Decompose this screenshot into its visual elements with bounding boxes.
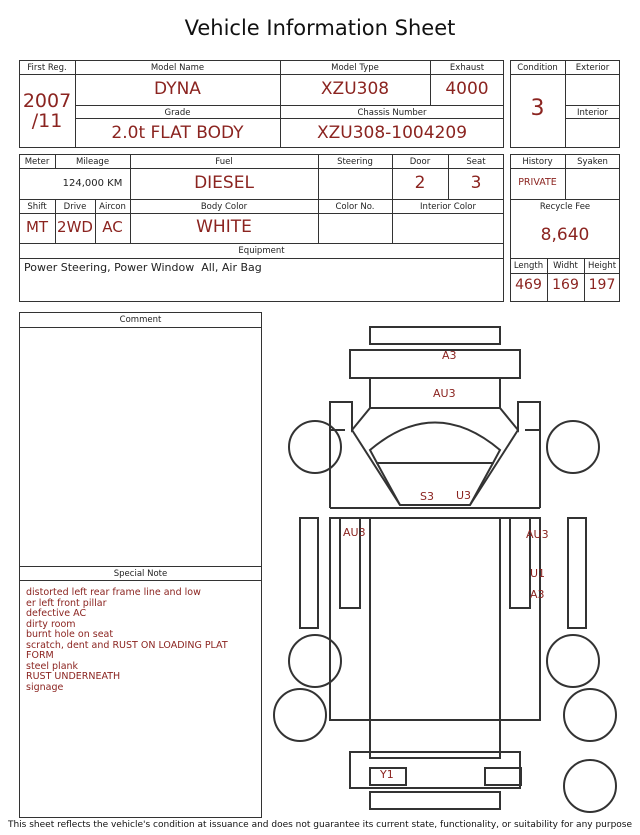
exhaust-value: 4000 [445,79,489,99]
special-note-line: burnt hole on seat [26,629,114,640]
special-note-line: distorted left rear frame line and low [26,587,201,598]
first-reg-month: /11 [31,110,63,132]
first-reg-year: 2007 [22,90,72,112]
recycle-fee-value: 8,640 [540,225,590,245]
special-note-line: defective AC [26,608,87,619]
shift-value: MT [25,218,49,236]
color-no-label: Color No. [335,202,375,212]
aircon-value: AC [102,218,123,236]
special-note-line: er left front pillar [26,597,107,609]
special-notes-list [26,588,228,693]
damage-mark: A3 [530,588,545,601]
history-value: PRIVATE [518,177,557,188]
door-label: Door [409,157,431,167]
damage-mark: AU3 [433,387,456,400]
special-note-line: RUST UNDERNEATH [26,671,121,682]
grade-value: 2.0t FLAT BODY [111,123,244,143]
steering-label: Steering [337,157,373,167]
shift-label: Shift [27,202,47,212]
first-reg-label: First Reg. [27,63,67,73]
length-value: 469 [515,277,542,293]
syaken-label: Syaken [577,157,608,167]
damage-mark: U3 [456,489,472,502]
height-value: 197 [588,277,616,293]
mileage-value: 124,000 KM [62,178,123,189]
grade-label: Grade [164,108,191,118]
damage-mark: AU3 [526,528,549,541]
special-note-line: steel plank [26,660,79,672]
exhaust-label: Exhaust [449,63,485,73]
special-note-line: dirty room [26,618,76,630]
fuel-value: DIESEL [194,173,254,193]
special-note-line: scratch, dent and RUST ON LOADING PLAT [26,639,228,651]
equipment-label: Equipment [238,246,285,256]
comment-label: Comment [119,315,162,325]
mileage-label: Mileage [75,157,110,167]
model-name-value: DYNA [154,79,201,99]
seat-value: 3 [470,173,482,193]
model-type-label: Model Type [331,63,379,73]
recycle-fee-label: Recycle Fee [539,202,591,212]
history-label: History [522,157,553,167]
equipment-value: Power Steering, Power Window All, Air Bag [24,261,262,274]
aircon-label: Aircon [99,202,126,212]
truck-diagram [270,318,630,818]
special-note-label: Special Note [113,569,168,579]
disclaimer: This sheet reflects the vehicle's condition at issuance and does not guarantee its current state, functionality, or suitability for any purpose [7,820,633,830]
exterior-label: Exterior [575,63,610,73]
chassis-number-label: Chassis Number [357,108,427,118]
condition-label: Condition [517,63,558,73]
special-note-line: signage [26,681,64,693]
damage-mark: S3 [420,490,434,503]
length-label: Length [513,261,544,271]
damage-mark: Y1 [380,768,394,781]
interior-color-label: Interior Color [420,202,476,212]
seat-label: Seat [466,157,486,167]
interior-label: Interior [576,108,608,118]
damage-mark: A3 [442,349,457,362]
model-name-label: Model Name [150,63,205,73]
body-color-label: Body Color [200,202,248,212]
damage-mark: U1 [530,567,546,580]
comment-box [19,312,262,818]
fuel-label: Fuel [215,157,233,167]
special-note-line: FORM [26,650,54,661]
drive-label: Drive [63,202,87,212]
model-type-value: XZU308 [320,79,390,99]
door-value: 2 [414,173,426,193]
height-label: Height [587,261,617,271]
body-color-value: WHITE [196,217,252,237]
width-value: 169 [552,277,579,293]
page-title: Vehicle Information Sheet [184,16,456,40]
damage-mark: AU3 [343,526,366,539]
drive-value: 2WD [57,218,93,236]
condition-value: 3 [530,96,545,121]
chassis-number-value: XZU308-1004209 [316,123,468,143]
width-label: Widht [553,261,578,271]
meter-label: Meter [24,157,50,167]
